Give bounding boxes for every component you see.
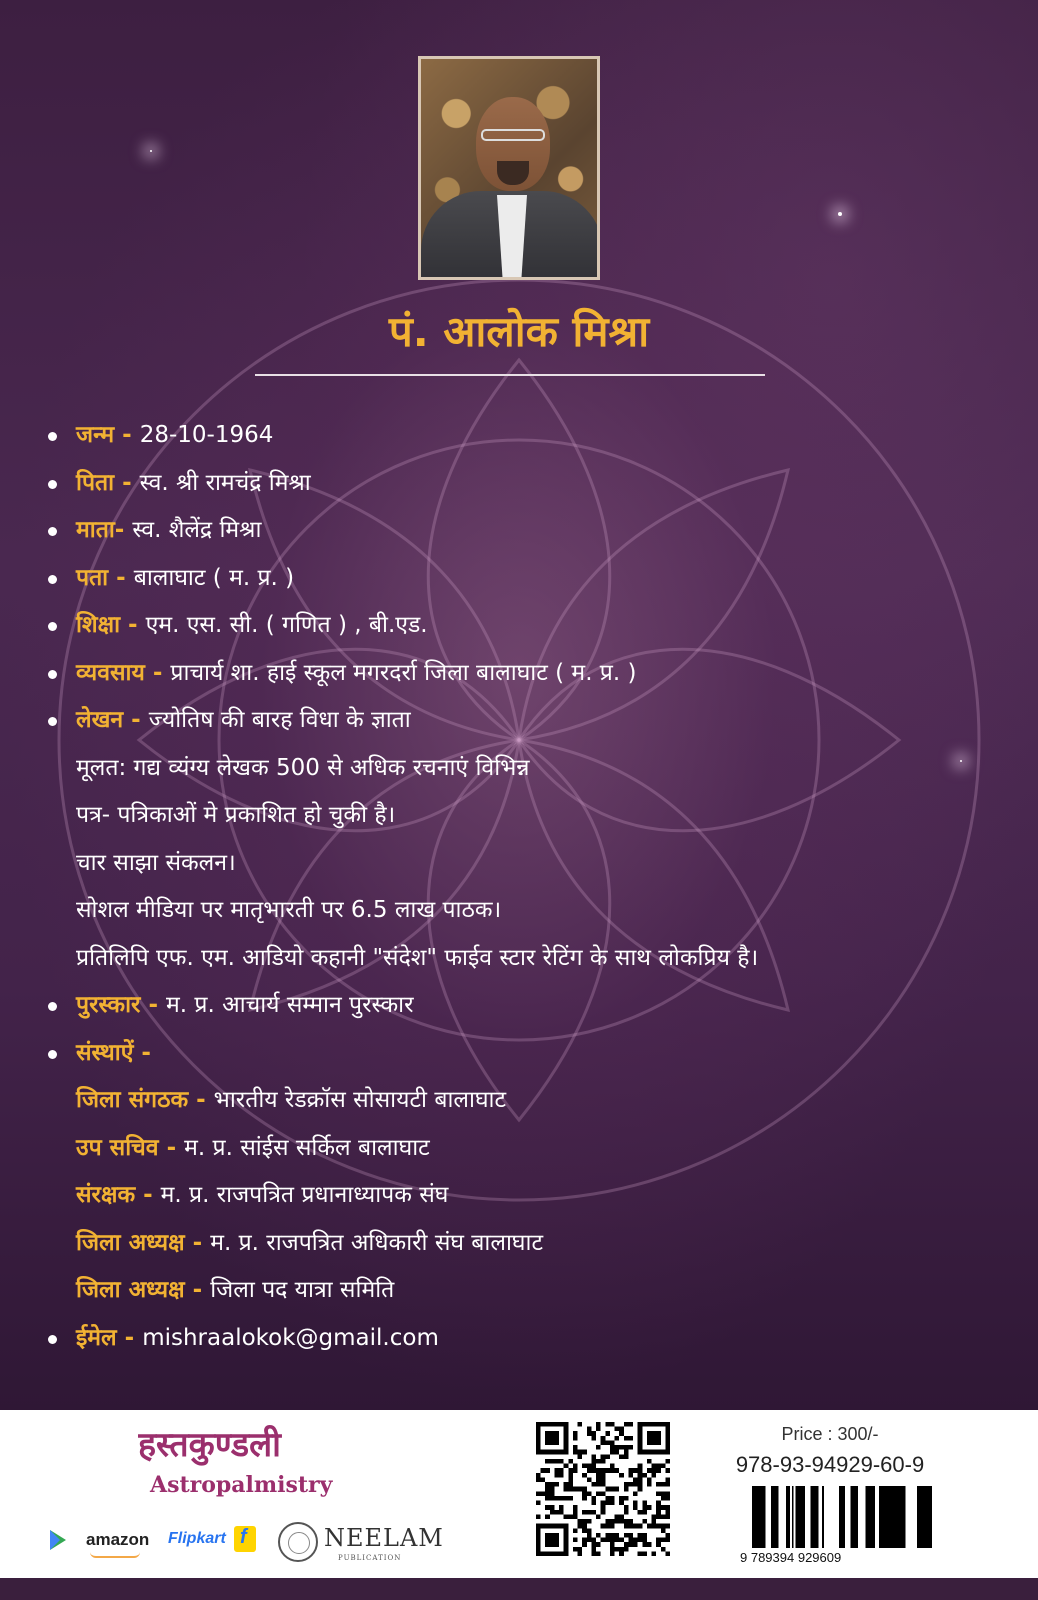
bio-item xyxy=(48,887,1008,935)
bio-value: ज्योतिष की बारह विधा के ज्ञाता xyxy=(148,707,411,733)
bullet-icon xyxy=(48,717,57,726)
bio-value: सोशल मीडिया पर मातृभारती पर 6.5 लाख पाठक। xyxy=(76,897,502,923)
bio-item xyxy=(48,1267,1008,1315)
bio-item xyxy=(48,1220,1008,1268)
divider xyxy=(255,374,765,376)
brand-subtitle: Astropalmistry xyxy=(150,1472,333,1498)
bio-item xyxy=(48,745,1008,793)
bullet-icon xyxy=(48,480,57,489)
bio-label: व्यवसाय - xyxy=(76,659,171,686)
bullet-icon xyxy=(48,575,57,584)
bio-value: mishraalokok@gmail.com xyxy=(142,1324,439,1351)
bio-value: जिला पद यात्रा समिति xyxy=(210,1277,395,1303)
bullet-icon xyxy=(48,432,57,441)
bio-item xyxy=(48,1077,1008,1125)
flipkart-bag-icon xyxy=(234,1526,256,1552)
bio-item xyxy=(48,935,1008,983)
isbn-label: 978-93-94929-60-9 xyxy=(735,1452,925,1477)
author-name: पं. आलोक मिश्रा xyxy=(388,307,650,356)
bio-item xyxy=(48,1315,1008,1363)
bio-item xyxy=(48,1125,1008,1173)
sparkle-decoration xyxy=(150,150,152,152)
bio-item xyxy=(48,840,1008,888)
bio-value: पत्र- पत्रिकाओं मे प्रकाशित हो चुकी है। xyxy=(76,802,396,828)
bio-value: मूलत: गद्य व्यंग्य लेखक 500 से अधिक रचनाएं विभिन्न xyxy=(76,754,530,781)
qr-code xyxy=(536,1422,670,1556)
bio-list xyxy=(48,412,1008,1362)
bio-label: जिला अध्यक्ष - xyxy=(76,1277,211,1303)
bullet-icon xyxy=(48,622,57,631)
bio-value: म. प्र. आचार्य सम्मान पुरस्कार xyxy=(166,992,414,1018)
store-logos xyxy=(50,1522,450,1562)
bio-label: पिता - xyxy=(76,469,140,496)
bio-value: भारतीय रेडक्रॉस सोसायटी बालाघाट xyxy=(213,1087,507,1113)
bullet-icon xyxy=(48,1335,57,1344)
bio-label: उप सचिव - xyxy=(76,1134,185,1161)
bio-label: शिक्षा - xyxy=(76,612,146,638)
svg-text:हस्तकुण्डली: हस्तकुण्डली xyxy=(138,1425,281,1465)
bottom-strip xyxy=(0,1578,1038,1600)
bio-value: प्राचार्य शा. हाई स्कूल मगरदर्रा जिला बालाघाट ( म. प्र. ) xyxy=(170,659,637,686)
bio-label: संरक्षक - xyxy=(76,1182,161,1208)
bio-label: जन्म - xyxy=(76,422,140,448)
google-play-icon xyxy=(50,1530,66,1550)
bullet-icon xyxy=(48,670,57,679)
bio-label: संस्थाऐं - xyxy=(76,1039,151,1066)
sparkle-decoration xyxy=(838,212,842,216)
bio-item xyxy=(48,1172,1008,1220)
bio-value: प्रतिलिपि एफ. एम. आडियो कहानी "संदेश" फाईव स्टार रेटिंग के साथ लोकप्रिय है। xyxy=(76,944,759,971)
bullet-icon xyxy=(48,1050,57,1059)
bio-item xyxy=(48,982,1008,1030)
bio-label: ईमेल - xyxy=(76,1324,143,1351)
bio-item xyxy=(48,555,1008,603)
bio-label: जिला संगठक - xyxy=(76,1087,214,1113)
publisher-subtitle: PUBLICATION xyxy=(338,1554,402,1562)
bio-value: 28-10-1964 xyxy=(139,422,274,448)
bio-label: जिला अध्यक्ष - xyxy=(76,1229,211,1256)
bio-value: म. प्र. राजपत्रित अधिकारी संघ बालाघाट xyxy=(210,1229,544,1256)
bio-label: पता - xyxy=(76,564,134,591)
bio-item xyxy=(48,1030,1008,1078)
bio-item xyxy=(48,460,1008,508)
barcode-number: 9 789394 929609 xyxy=(740,1550,842,1565)
bio-value: एम. एस. सी. ( गणित ) , बी.एड. xyxy=(145,612,428,638)
bio-item xyxy=(48,507,1008,555)
bio-item xyxy=(48,412,1008,460)
bio-value: म. प्र. राजपत्रित प्रधानाध्यापक संघ xyxy=(160,1182,449,1208)
bio-value: चार साझा संकलन। xyxy=(76,849,236,876)
bio-item xyxy=(48,697,1008,745)
price-label: Price : 300/- xyxy=(781,1424,879,1444)
brand-logo xyxy=(138,1418,338,1468)
bullet-icon xyxy=(48,527,57,536)
bio-item xyxy=(48,650,1008,698)
bio-label: माता- xyxy=(76,517,133,543)
flipkart-logo: Flipkart xyxy=(168,1530,226,1547)
bio-value: स्व. श्री रामचंद्र मिश्रा xyxy=(139,469,311,496)
bullet-icon xyxy=(48,1002,57,1011)
amazon-logo: amazon xyxy=(86,1530,150,1549)
bio-value: स्व. शैलेंद्र मिश्रा xyxy=(132,517,262,543)
bio-value: म. प्र. सांईस सर्किल बालाघाट xyxy=(184,1134,430,1161)
amazon-smile-icon xyxy=(90,1552,140,1558)
footer-bar xyxy=(0,1410,1038,1578)
barcode xyxy=(752,1486,932,1548)
author-photo xyxy=(418,56,600,280)
publisher-seal-icon xyxy=(278,1522,318,1562)
bio-item xyxy=(48,602,1008,650)
publisher-name: NEELAM xyxy=(324,1524,444,1552)
bio-label: लेखन - xyxy=(76,707,149,733)
bio-item xyxy=(48,792,1008,840)
bio-value: बालाघाट ( म. प्र. ) xyxy=(133,564,295,591)
bio-label: पुरस्कार - xyxy=(76,992,167,1018)
